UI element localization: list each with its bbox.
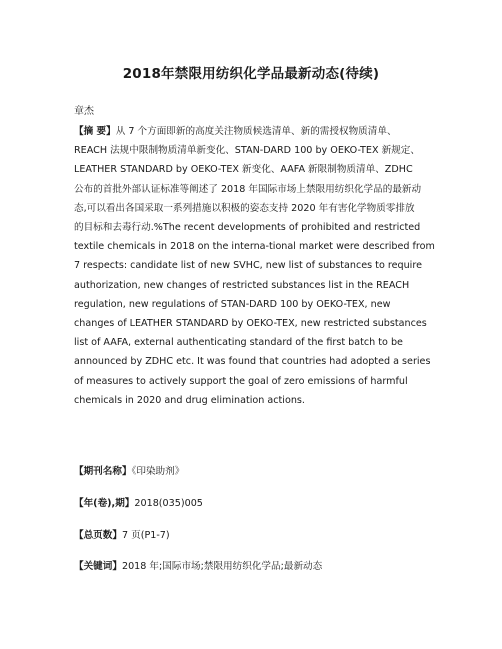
- abstract-line: authorization, new changes of restricted substances list in the REACH: [74, 279, 410, 291]
- abstract-line: textile chemicals in 2018 on the interna-tional market were described from: [74, 241, 435, 253]
- page-count-row: [74, 527, 170, 541]
- keywords-label: 【关键词】: [74, 561, 122, 572]
- issue-label: 【年(卷),期】: [74, 498, 135, 509]
- abstract-line: 的目标和去毒行动.%The recent developments of prohibited and restricted: [74, 222, 421, 234]
- abstract-line: list of AAFA, external authenticating standard of the first batch to be: [74, 337, 403, 349]
- keywords-value: 2018 年;国际市场;禁限用纺织化学品;最新动态: [121, 561, 323, 572]
- abstract-line: 态,可以看出各国采取一系列措施以积极的姿态支持 2020 年有害化学物质零排放: [74, 202, 415, 214]
- page-count-label: 【总页数】: [74, 530, 122, 541]
- abstract-section: [74, 122, 435, 410]
- abstract-line: 公布的首批外部认证标准等阐述了 2018 年国际市场上禁限用纺织化学品的最新动: [74, 183, 422, 195]
- abstract-line: regulation, new regulations of STAN-DARD 100 by OEKO-TEX, new: [74, 298, 391, 310]
- journal-name-row: [74, 463, 184, 477]
- document-title: 2018年禁限用纺织化学品最新动态(待续): [122, 66, 380, 82]
- abstract-line: REACH 法规中限制物质清单新变化、STAN-DARD 100 by OEKO-TEX 新规定、: [74, 145, 420, 157]
- abstract-line: changes of LEATHER STANDARD by OEKO-TEX, new restricted substances: [74, 318, 427, 330]
- keywords-row: [74, 558, 322, 572]
- abstract-line: 7 respects: candidate list of new SVHC, new list of substances to require: [74, 260, 422, 272]
- abstract-line: 【摘 要】从 7 个方面即新的高度关注物质候选清单、新的需授权物质清单、: [74, 126, 397, 137]
- abstract-line: of measures to actively support the goal of zero emissions of harmful: [74, 375, 408, 387]
- abstract-line: chemicals in 2020 and drug elimination actions.: [74, 394, 305, 406]
- journal-label: 【期刊名称】: [74, 466, 132, 477]
- issue-row: [74, 495, 203, 509]
- page-count-value: 7 页(P1-7): [121, 530, 170, 541]
- abstract-label: 【摘 要】: [74, 126, 116, 137]
- abstract-line: announced by ZDHC etc. It was found that countries had adopted a series: [74, 356, 431, 368]
- author-name: 章杰: [74, 106, 94, 117]
- abstract-line: LEATHER STANDARD by OEKO-TEX 新变化、AAFA 新限制物质清单、ZDHC: [74, 164, 413, 176]
- issue-value: 2018(035)005: [134, 498, 203, 509]
- journal-value: 《印染助剂》: [131, 466, 185, 477]
